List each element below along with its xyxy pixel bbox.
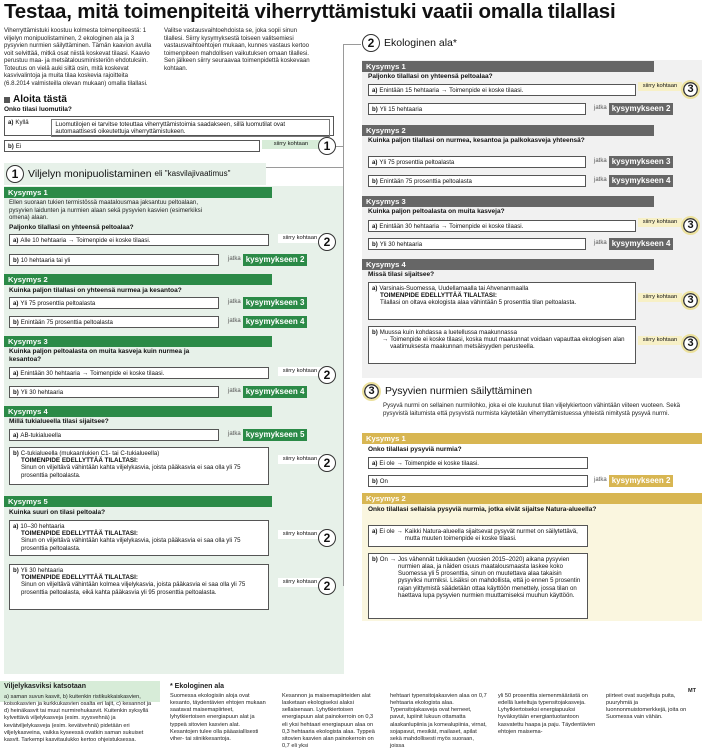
goto-2-icon[interactable]: 2 — [318, 233, 336, 251]
goto-3-icon[interactable]: 3 — [681, 216, 700, 235]
s1-q2-answer-b[interactable]: b) Enintään 75 prosenttia peltoalasta — [9, 316, 219, 328]
s1-q4-answer-a[interactable]: a) AB-tukialueella — [9, 429, 219, 441]
footer-eko-col4: yli 50 prosenttia siemenmäärästä on edellä lueteltuja typensitojakasveja. Lyhytkiertoiseksi energiapuuksi hyväksytään energiantuotantoon kasvatettu haapa ja paju. Täydentävien ehtojen maisema- — [498, 693, 596, 735]
start-answer-a[interactable] — [4, 116, 334, 136]
s3-q1-question: Onko tilallasi pysyviä nurmia? — [368, 446, 462, 453]
arrow-right-icon: → — [396, 527, 403, 535]
s1-q1-answer-b[interactable]: b) 10 hehtaaria tai yli — [9, 254, 219, 266]
jump-label: kysymykseen 4 — [243, 386, 308, 398]
s2-q1-answer-a[interactable]: a) Enintään 15 hehtaaria → Toimenpide ei koske tilaasi. — [368, 84, 636, 96]
answer-text: Yli 30 hehtaaria — [20, 388, 64, 396]
answer-text: 10 hehtaaria tai yli — [20, 256, 71, 264]
answer-key: b) — [8, 142, 14, 150]
footer-box — [4, 683, 156, 744]
answer-text: Yli 30 hehtaaria — [379, 240, 423, 248]
requirement-heading: TOIMENPIDE EDELLYTTÄÄ TILALTASI: — [380, 291, 497, 299]
jump-label: kysymykseen 4 — [609, 175, 674, 187]
footer-eko-title: * Ekologinen ala — [170, 683, 225, 690]
goto-1-icon[interactable]: 1 — [318, 137, 336, 155]
section-number-3-icon: 3 — [362, 382, 381, 401]
s1-q2-question: Kuinka paljon tilallasi on yhteensä nurmea ja kesantoa? — [9, 287, 182, 294]
s2-q2-answer-b[interactable]: b) Enintään 75 prosenttia peltoalasta — [368, 175, 586, 187]
answer-text: Enintään 30 hehtaaria — [379, 222, 440, 230]
goto-2-icon[interactable]: 2 — [318, 454, 336, 472]
goto-3-icon[interactable]: 3 — [681, 334, 700, 353]
section1-subtitle: eli "kasvilajivaatimus" — [154, 169, 231, 179]
answer-text: 10–30 hehtaaria — [20, 522, 65, 530]
s2-q2-jump-b[interactable] — [594, 175, 673, 187]
s1-q3-label: Kysymys 3 — [4, 336, 272, 347]
s1-q4-question: Millä tukialueella tilasi sijaitsee? — [9, 418, 109, 425]
requirement-text: Tilallasi on oltava ekologista alaa vähintään 5 prosenttia tilan peltoalasta. — [380, 299, 577, 307]
goto-3-icon[interactable]: 3 — [681, 80, 700, 99]
jump-word: jatka — [594, 105, 607, 112]
s1-q3-jump-b[interactable] — [228, 386, 307, 398]
intro-col2: Valitse vastausvaihtoehdoista se, joka sopii sinun tilallesi. Siirry kysymyksestä toiseen valitsemiesi vastausvaihtoehtojen mukaan, kunnes vastaus kertoo toimenpiteen mahdollisen vaikutuksen omaan tilallesi. Sen jälkeen siirry seuraavaa toimenpidettä koskevaan kohtaan. — [164, 27, 310, 72]
footer-box-title: Viljelykasviksi katsotaan — [4, 683, 86, 690]
arrow-right-icon: → — [82, 369, 89, 377]
answer-text: Yli 75 prosenttia peltoalasta — [379, 158, 455, 166]
arrow-right-icon: → — [441, 86, 448, 94]
s2-q1-label: Kysymys 1 — [362, 61, 654, 72]
jump-label: kysymykseen 3 — [243, 297, 308, 309]
connector — [343, 44, 361, 45]
s3-q2-question: Onko tilallasi sellaisia pysyviä nurmia, jotka eivät sijaitse Natura-alueella? — [368, 506, 597, 513]
jump-label: kysymykseen 5 — [243, 429, 308, 441]
s2-q3-goto-a: siirry kohtaan — [638, 218, 682, 227]
arrow-right-icon: → — [441, 222, 448, 230]
footer-eko-col2: Kesannon ja maisemapiirteiden alat lasketaan ekologiseksi alaksi sellaisenaan. Lyhytkiertoisen energiapuun alat painokerroin on 0,3 eli yksi hehtaari energiapuun alaa on 0,3 hehtaaria ekologista alaa. Typpeä sitovien kasvien alan painokerroin on 0,7 eli yksi — [282, 693, 375, 750]
start-heading — [4, 94, 67, 106]
answer-text: Enintään 75 prosenttia peltoalasta — [379, 177, 472, 185]
section3-title: Pysyvien nurmien säilyttäminen — [385, 385, 533, 398]
s2-q4-goto-b: siirry kohtaan — [638, 336, 682, 345]
jump-word: jatka — [228, 256, 241, 263]
s1-q5-label: Kysymys 5 — [4, 496, 272, 507]
answer-label: Ei — [15, 142, 22, 150]
s2-q2-label: Kysymys 2 — [362, 125, 654, 136]
footer-eko-col3: hehtaari typensitojakasvien alaa on 0,7 hehtaaria ekologista alaa. Typensitojakasveja ovat herneet, pavut, lupiinit lukuun ottamatta alaskanlupiinia ja komealupiinia, virnat, sojapavut, mesikät, mailaset, apilat sekä mahdollisesti myös suoraan, joissa — [390, 693, 487, 750]
answer-text: Enintään 30 hehtaaria — [20, 369, 81, 377]
s2-q3-answer-b[interactable]: b) Yli 30 hehtaaria — [368, 238, 586, 250]
s1-q4-answer-b[interactable]: b) C-tukialueella (mukaanlukien C1- tai C-tukialueella) TOIMENPIDE EDELLYTTÄÄ TILALTASI: Sinun on viljeltävä vähintään kahta viljelykasvia, joista pääkasvia ei saa olla yli 75 prosenttia peltoalasta. — [9, 447, 269, 485]
s1-q2-label: Kysymys 2 — [4, 274, 272, 285]
s1-q5-goto-b: siirry kohtaan — [278, 578, 322, 587]
s1-q3-answer-a[interactable]: a) Enintään 30 hehtaaria → Toimenpide ei koske tilaasi. — [9, 367, 269, 379]
jump-word: jatka — [228, 299, 241, 306]
answer-text: Ei ole — [379, 527, 395, 535]
connector — [343, 44, 344, 586]
requirement-text: Toimenpide ei koske tilaasi, koska muut maakunnat voidaan vapauttaa ekologisen alan vaatimuksesta maakunnan metsäisyyden perusteella. — [390, 335, 625, 351]
goto-2-icon[interactable]: 2 — [318, 366, 336, 384]
s1-q1-goto-a: siirry kohtaan — [278, 234, 322, 243]
answer-text: Yli 15 hehtaaria — [379, 105, 423, 113]
s1-q2-jump-a[interactable] — [228, 297, 307, 309]
s3-q1-answer-b[interactable]: b) On — [368, 475, 588, 487]
answer-label: Kyllä — [15, 118, 29, 126]
jump-word: jatka — [228, 431, 241, 438]
section1-title: Viljelyn monipuolistaminen — [28, 167, 152, 180]
answer-result: Toimenpide ei koske tilaasi. — [404, 459, 479, 467]
arrow-right-icon: → — [382, 335, 389, 343]
requirement-heading: TOIMENPIDE EDELLYTTÄÄ TILALTASI: — [21, 529, 138, 537]
square-icon — [4, 97, 10, 103]
goto-2-icon[interactable]: 2 — [318, 577, 336, 595]
answer-result: Toimenpide ei koske tilaasi. — [449, 222, 524, 230]
jump-word: jatka — [228, 388, 241, 395]
s2-q4-question: Missä tilasi sijaitsee? — [368, 271, 435, 278]
section-number-1-icon: 1 — [6, 165, 24, 183]
jump-word: jatka — [594, 240, 607, 247]
jump-word: jatka — [594, 477, 607, 484]
s2-q3-jump-b[interactable] — [594, 238, 673, 250]
jump-word: jatka — [594, 177, 607, 184]
s1-q1-label: Kysymys 1 — [4, 187, 272, 198]
answer-result: Toimenpide ei koske tilaasi. — [76, 236, 151, 244]
s2-q3-question: Kuinka paljon peltoalasta on muita kasveja? — [368, 208, 505, 215]
s1-q5-answer-b[interactable]: b) Yli 30 hehtaaria TOIMENPIDE EDELLYTTÄÄ TILALTASI: Sinun on viljeltävä vähintään kolmea viljelykasvia, joista pääkasvia ei saa olla yli 75 prosenttia peltoalasta, eikä kahta pääkasvia yli 95 prosenttia peltoalasta. — [9, 564, 269, 610]
s2-q4-goto-a: siirry kohtaan — [638, 293, 682, 302]
answer-key: a) — [8, 118, 14, 126]
jump-label: kysymykseen 2 — [243, 254, 308, 266]
section3-heading — [362, 382, 532, 401]
requirement-text: Sinun on viljeltävä vähintään kahta viljelykasvia, joista pääkasvia ei saa olla yli 75 prosenttia peltoalasta. — [21, 537, 241, 552]
answer-text: On — [379, 477, 388, 485]
s2-q4-answer-b[interactable]: b) Muussa kuin kohdassa a luetellussa maakunnassa → Toimenpide ei koske tilaasi, koska muut maakunnat voidaan vapauttaa ekologisen alan vaatimuksesta maakunnan metsäisyyden perusteella. — [368, 326, 636, 364]
answer-result: Kaikki Natura-alueella sijaitsevat pysyvät nurmet on säilytettävä, mutta muuten toimenpide ei koske tilaasi. — [404, 527, 578, 542]
arrow-right-icon: → — [68, 236, 75, 244]
answer-text: Ei ole — [379, 459, 395, 467]
jump-label: kysymykseen 4 — [243, 316, 308, 328]
answer-result: Jos vähennät tukikauden (vuosien 2015–2020) aikana pysyvien nurmien alaa, ja näiden osuus maatalousmaasta laskee koko Suomessa yli 5 prosenttia, sinun on muutettava alaa takaisin pysyviksi nurmiksi. Lisäksi on mahdollista, että jo ennen 5 prosentin rajan ylittymistä säädetään ottaa käyttöön menettely, jossa tilan on haettava lupa pysyvien nurmien muuttamiseksi muuhun käyttöön. — [398, 555, 581, 600]
s1-q2-answer-a[interactable]: a) Yli 75 prosenttia peltoalasta — [9, 297, 219, 309]
s3-q2-label: Kysymys 2 — [362, 493, 702, 504]
connector — [264, 167, 344, 168]
footer-eko-col1: Suomessa ekologisiin aloja ovat kesanto, täydentävien ehtojen mukaan saatavat maisemapiirteet, lyhytkiertoisen energiapuun alat ja typpeä sitovien kasvien alat. Kesantojen tulee olla pääasiallisesti viher- tai siinikkesantoja. — [170, 693, 266, 742]
jump-label: kysymykseen 2 — [609, 103, 674, 115]
s1-q5-goto-a: siirry kohtaan — [278, 530, 322, 539]
section2-title: Ekologinen ala* — [384, 36, 457, 49]
intro-col1: Viherryttämistuki koostuu kolmesta toimenpiteestä: 1 viljelyn monipuolistaminen, 2 ekologinen ala ja 3 pysyvien nurmien säilyttäminen. Tämän kaavion avulla voit selvittää, mitkä osat niistä koskevat tilaasi. Kaavio perustuu maa- ja metsätalousministeriön ehdotuksiin. Toteutus on vielä auki siltä osin, mitä koskevat kasvivalintoja ja muita tilaa koskevia rajoitteita (6.8.2014 valmisteilla olevan mukaan) omalla tilallasi. — [4, 27, 152, 87]
jump-word: jatka — [228, 318, 241, 325]
answer-text: Alle 10 hehtaaria — [20, 236, 67, 244]
s2-q4-label: Kysymys 4 — [362, 259, 654, 270]
s2-q2-jump-a[interactable] — [594, 156, 673, 168]
s1-q2-jump-b[interactable] — [228, 316, 307, 328]
answer-text: Muussa kuin kohdassa a luetellussa maakunnassa — [379, 328, 517, 336]
answer-text: Enintään 15 hehtaaria — [379, 86, 440, 94]
s2-q1-answer-b[interactable]: b) Yli 15 hehtaaria — [368, 103, 586, 115]
arrow-right-icon: → — [396, 459, 403, 467]
s1-q3-question: Kuinka paljon peltoalasta on muita kasveja kuin nurmea ja kesantoa? — [9, 348, 190, 363]
requirement-heading: TOIMENPIDE EDELLYTTÄÄ TILALTASI: — [21, 573, 138, 581]
s2-q3-answer-a[interactable]: a) Enintään 30 hehtaaria → Toimenpide ei koske tilaasi. — [368, 220, 636, 232]
start-question: Onko tilasi luomutila? — [4, 106, 72, 113]
answer-text: AB-tukialueella — [20, 431, 62, 439]
s1-q5-answer-a[interactable]: a) 10–30 hehtaaria TOIMENPIDE EDELLYTTÄÄ TILALTASI: Sinun on viljeltävä vähintään kahta viljelykasvia, joista pääkasvia ei saa olla yli 75 prosenttia peltoalasta. — [9, 520, 269, 556]
s2-q3-label: Kysymys 3 — [362, 196, 654, 207]
requirement-heading: TOIMENPIDE EDELLYTTÄÄ TILALTASI: — [21, 456, 138, 464]
goto-3-icon[interactable]: 3 — [681, 291, 700, 310]
s1-q3-answer-b[interactable]: b) Yli 30 hehtaaria — [9, 386, 219, 398]
s1-q5-question: Kuinka suuri on tilasi peltoala? — [9, 509, 106, 516]
answer-result: Toimenpide ei koske tilaasi. — [90, 369, 165, 377]
start-answer-b[interactable] — [4, 140, 260, 152]
start-goto: siirry kohtaan — [262, 140, 320, 149]
answer-text: On — [379, 555, 388, 563]
section1-heading — [4, 163, 266, 185]
s1-q3-goto-a: siirry kohtaan — [278, 367, 322, 376]
s1-q4-label: Kysymys 4 — [4, 406, 272, 417]
jump-word: jatka — [594, 158, 607, 165]
s3-q2-answer-a[interactable]: a) Ei ole → Kaikki Natura-alueella sijaitsevat pysyvät nurmet on säilytettävä, mutta muuten toimenpide ei koske tilaasi. — [368, 525, 588, 547]
s1-q1-jump-b[interactable] — [228, 254, 307, 266]
answer-text: Luomutilojen ei tarvitse toteuttaa viherryttämistoimia saadakseen, sillä luomutilat ovat automaattisesti oikeutettuja viherryttämistukeen. — [51, 119, 330, 138]
section2-heading — [362, 34, 457, 52]
arrow-right-icon: → — [389, 555, 396, 563]
s2-q1-goto-a: siirry kohtaan — [638, 82, 682, 91]
s3-q1-label: Kysymys 1 — [362, 433, 702, 444]
answer-text: Yli 75 prosenttia peltoalasta — [20, 299, 96, 307]
s2-q1-question: Paljonko tilallasi on yhteensä peltoalaa? — [368, 73, 493, 80]
goto-2-icon[interactable]: 2 — [318, 529, 336, 547]
answer-text: Yli 30 hehtaaria — [20, 566, 64, 574]
s1-q1-question: Paljonko tilallasi on yhteensä peltoalaa? — [9, 224, 134, 231]
jump-label: kysymykseen 3 — [609, 156, 674, 168]
footer-box-text: a) saman suvun kasvit, b) kuitenkin ristikukkaiskasvien, koisokasvien ja kurkkukasvien osalta eri lajit, c) kesannot ja d) heinäkasvit tai muut nurmirehukasvit. Kuitenkin syksyllä kylvettävä viljelykasveja (esim. syysvehnä) ja kevätviljelykasveja (esim. kevätvehnä) pidetään eri viljelykasveina, vaikka kyseessä ovatkin saman sukuiset kasvit. Tarkempi kasvitaulukko kertoo ohjeistuksessa. — [4, 693, 152, 743]
s1-q1-intro: Ellen suoraan tukien termistössä maatalousmaa jaksantuu peltoalaan, pysyvien laidunten ja nurmien alaan sekä pysyvien kasvien (esimerkiksi omena) alaan. — [9, 199, 203, 222]
footer-eko-col5: piirteet ovat suojeltuja puita, puuryhmiä ja luonnonmuistomerkkejä, joita on Suomessa vain vähän. — [606, 693, 687, 721]
answer-text: Enintään 75 prosenttia peltoalasta — [20, 318, 113, 326]
jump-label: kysymykseen 2 — [609, 475, 674, 487]
answer-result: Toimenpide ei koske tilaasi. — [449, 86, 524, 94]
s3-q2-answer-b[interactable]: b) On → Jos vähennät tukikauden (vuosien 2015–2020) aikana pysyvien nurmien alaa, ja näiden osuus maatalousmaasta laskee koko Suomessa yli 5 prosenttia, sinun on muutettava alaa takaisin pysyviksi nurmiksi. Lisäksi on mahdollista, että jo ennen 5 prosentin rajan ylittymistä säädetään ottaa käyttöön menettely, jossa tilan on haettava lupa pysyvien nurmien muuttamiseksi muuhun käyttöön. — [368, 553, 588, 619]
s2-q1-jump-b[interactable] — [594, 103, 673, 115]
requirement-text: Sinun on viljeltävä vähintään kolmea viljelykasvia, joista pääkasvia ei saa olla yli 75 prosenttia peltoalasta, eikä kahta pääkasvia yli 95 prosenttia peltoalasta. — [21, 581, 246, 596]
s2-q4-answer-a[interactable]: a) Varsinais-Suomessa, Uudellamaalla tai Ahvenanmaalla TOIMENPIDE EDELLYTTÄÄ TILALTASI: Tilallasi on oltava ekologista alaa vähintään 5 prosenttia tilan peltoalasta. — [368, 282, 636, 320]
start-title: Aloita tästä — [13, 94, 67, 105]
s1-q1-answer-a[interactable]: a) Alle 10 hehtaaria → Toimenpide ei koske tilaasi. — [9, 234, 269, 246]
s1-q4-goto-b: siirry kohtaan — [278, 455, 322, 464]
requirement-text: Sinun on viljeltävä vähintään kahta viljelykasvia, joista pääkasvia ei saa olla yli 75 prosenttia peltoalasta. — [21, 464, 241, 479]
s1-q4-jump-a[interactable] — [228, 429, 307, 441]
answer-text: C-tukialueella (mukaanlukien C1- tai C-tukialueella) — [20, 449, 160, 457]
section-number-2-icon: 2 — [362, 34, 380, 52]
answer-text: Varsinais-Suomessa, Uudellamaalla tai Ahvenanmaalla — [379, 284, 529, 292]
s2-q2-question: Kuinka paljon tilallasi on nurmea, kesantoa ja palkokasveja yhteensä? — [368, 137, 585, 144]
page-title: Testaa, mitä toimenpiteitä viherryttämistuki vaatii omalla tilallasi — [4, 0, 616, 23]
s2-q2-answer-a[interactable]: a) Yli 75 prosenttia peltoalasta — [368, 156, 586, 168]
s3-q1-jump-b[interactable] — [594, 475, 673, 487]
section3-intro: Pysyvä nurmi on sellainen nurmilohko, joka ei ole kuulunut tilan viljelykiertoon vähintään viiteen vuoteen. Sekä pysyvistä laitumista että pysyvistä nurmista käytetään viherryttämistuessa yhteistä nimitystä pysyvä nurmi. — [383, 402, 681, 417]
credit: MT — [688, 688, 697, 694]
jump-label: kysymykseen 4 — [609, 238, 674, 250]
s3-q1-answer-a[interactable]: a) Ei ole → Toimenpide ei koske tilaasi. — [368, 457, 588, 469]
